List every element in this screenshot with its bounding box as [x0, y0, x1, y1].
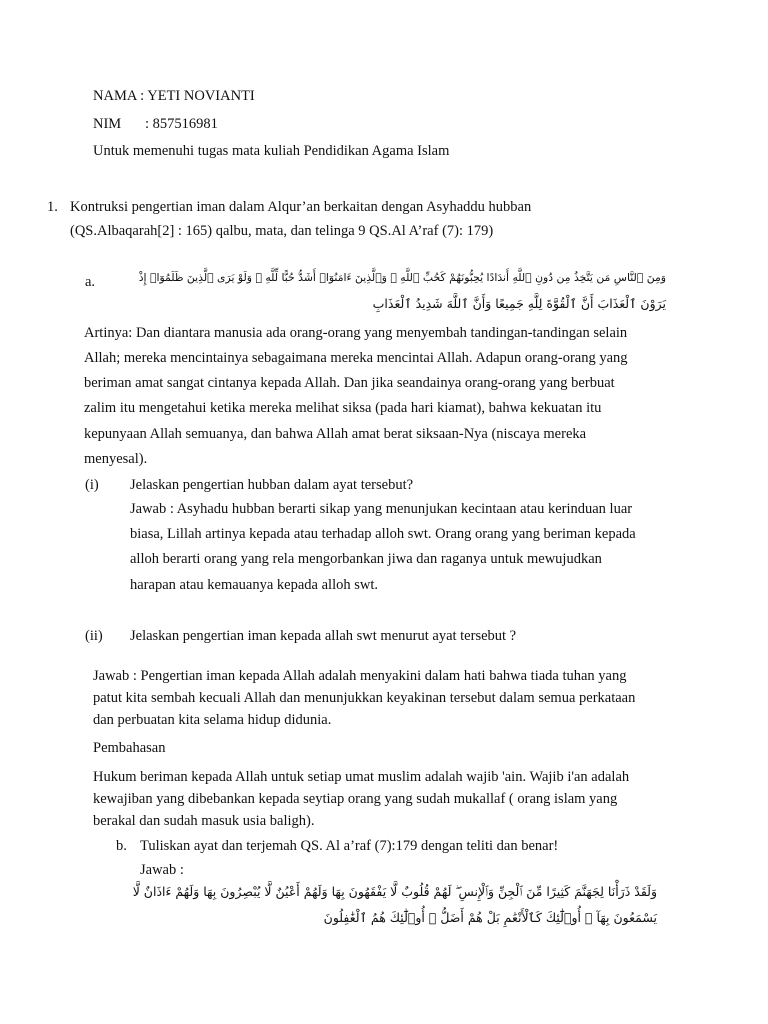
- part-a-label: a.: [85, 274, 96, 290]
- answer-line: biasa, Lillah artinya kepada atau terhadap alloh swt. Orang orang yang beriman kepada: [130, 526, 636, 542]
- question-line-1: Kontruksi pengertian iman dalam Alqur’an berkaitan dengan Asyhaddu hubban: [70, 199, 532, 215]
- sub-question-number: (ii): [85, 628, 103, 644]
- translation-line: menyesal).: [84, 451, 148, 467]
- part-b-question: Tuliskan ayat dan terjemah QS. Al a’raf (7):179 dengan teliti dan benar!: [140, 838, 559, 854]
- student-nim-line: [93, 116, 218, 133]
- translation-line: kepunyaan Allah semuanya, dan bahwa Allah amat berat siksaan-Nya (niscaya mereka: [84, 426, 587, 442]
- answer-line: Jawab : Pengertian iman kepada Allah adalah menyakini dalam hati bahwa tiada tuhan yang: [93, 668, 627, 684]
- answer-line: harapan atau kemauanya kepada alloh swt.: [130, 577, 379, 593]
- answer-line: alloh berarti orang yang rela mengorbankan jiwa dan raganya untuk mewujudkan: [130, 551, 602, 567]
- discussion-line: berakal dan sudah masuk usia baligh).: [93, 813, 315, 829]
- answer-line: Jawab : Asyhadu hubban berarti sikap yang menunjukan kecintaan atau kerinduan luar: [130, 501, 633, 517]
- sub-question-number: (i): [85, 477, 99, 493]
- student-name-line: [93, 88, 255, 105]
- discussion-line: kewajiban yang dibebankan kepada seytiap orang yang sudah mukallaf ( orang islam yang: [93, 791, 618, 807]
- arabic-verse-b-line-2: يَسْمَعُونَ بِهَآ ۚ أُو۟لَٰٓئِكَ كَٱلْأَنْعَٰمِ بَلْ هُمْ أَضَلُّ ۚ أُو۟لَٰٓئِكَ هُمُ ٱلْغَٰفِلُونَ: [323, 910, 657, 925]
- discussion-line: Hukum beriman kepada Allah untuk setiap umat muslim adalah wajib 'ain. Wajib i'an adalah: [93, 769, 630, 785]
- translation-line: zalim itu mengetahui ketika mereka melihat siksa (pada hari kiamat), bahwa kekuatan itu: [84, 400, 602, 416]
- answer-line: dan perbuatan kita selama hidup didunia.: [93, 712, 332, 728]
- name-value: YETI NOVIANTI: [147, 88, 255, 104]
- sub-question-text: Jelaskan pengertian iman kepada allah swt menurut ayat tersebut ?: [130, 628, 517, 644]
- translation-line: Artinya: Dan diantara manusia ada orang-orang yang menyembah tandingan-tandingan selain: [84, 325, 628, 341]
- question-number: 1.: [47, 199, 58, 215]
- discussion-heading: Pembahasan: [93, 740, 166, 756]
- part-b-label: b.: [116, 838, 127, 854]
- translation-line: beriman amat sangat cintanya kepada Allah. Dan jika seandainya orang-orang yang berbuat: [84, 375, 615, 391]
- translation-line: Allah; mereka mencintainya sebagaimana mereka mencintai Allah. Adapun orang-orang yang: [84, 350, 628, 366]
- assignment-purpose: Untuk memenuhi tugas mata kuliah Pendidikan Agama Islam: [93, 143, 450, 159]
- arabic-verse-a-line-2: يَرَوْنَ ٱلْعَذَابَ أَنَّ ٱلْقُوَّةَ لِلَّهِ جَمِيعًا وَأَنَّ ٱللَّهَ شَدِيدُ ٱلْعَذَابِ: [372, 296, 666, 311]
- arabic-verse-b-line-1: وَلَقَدْ ذَرَأْنَا لِجَهَنَّمَ كَثِيرًا مِّنَ ٱلْجِنِّ وَٱلْإِنسِ ۖ لَهُمْ قُلُوبٌ لَّا يَفْقَهُونَ بِهَا وَلَهُمْ أَعْيُنٌ لَّا يُبْصِرُونَ بِهَا وَلَهُمْ ءَاذَانٌ لَّا: [132, 884, 657, 899]
- question-line-2: (QS.Albaqarah[2] : 165) qalbu, mata, dan telinga 9 QS.Al A’raf (7): 179): [70, 223, 494, 239]
- arabic-verse-a-line-1: وَمِنَ ٱلنَّاسِ مَن يَتَّخِذُ مِن دُونِ ٱللَّهِ أَندَادًا يُحِبُّونَهُمْ كَحُبِّ ٱللَّهِ ۖ وَٱلَّذِينَ ءَامَنُوٓا۟ أَشَدُّ حُبًّا لِّلَّهِ ۗ وَلَوْ يَرَى ٱلَّذِينَ ظَلَمُوٓا۟ إِذْ: [138, 271, 666, 284]
- name-label: NAMA :: [93, 88, 148, 104]
- answer-line: patut kita sembah kecuali Allah dan menunjukkan keyakinan tersebut dalam semua perkataan: [93, 690, 636, 706]
- part-b-answer-label: Jawab :: [140, 862, 184, 878]
- sub-question-text: Jelaskan pengertian hubban dalam ayat tersebut?: [130, 477, 414, 493]
- nim-label: NIM: [93, 116, 122, 132]
- nim-value: : 857516981: [145, 116, 218, 132]
